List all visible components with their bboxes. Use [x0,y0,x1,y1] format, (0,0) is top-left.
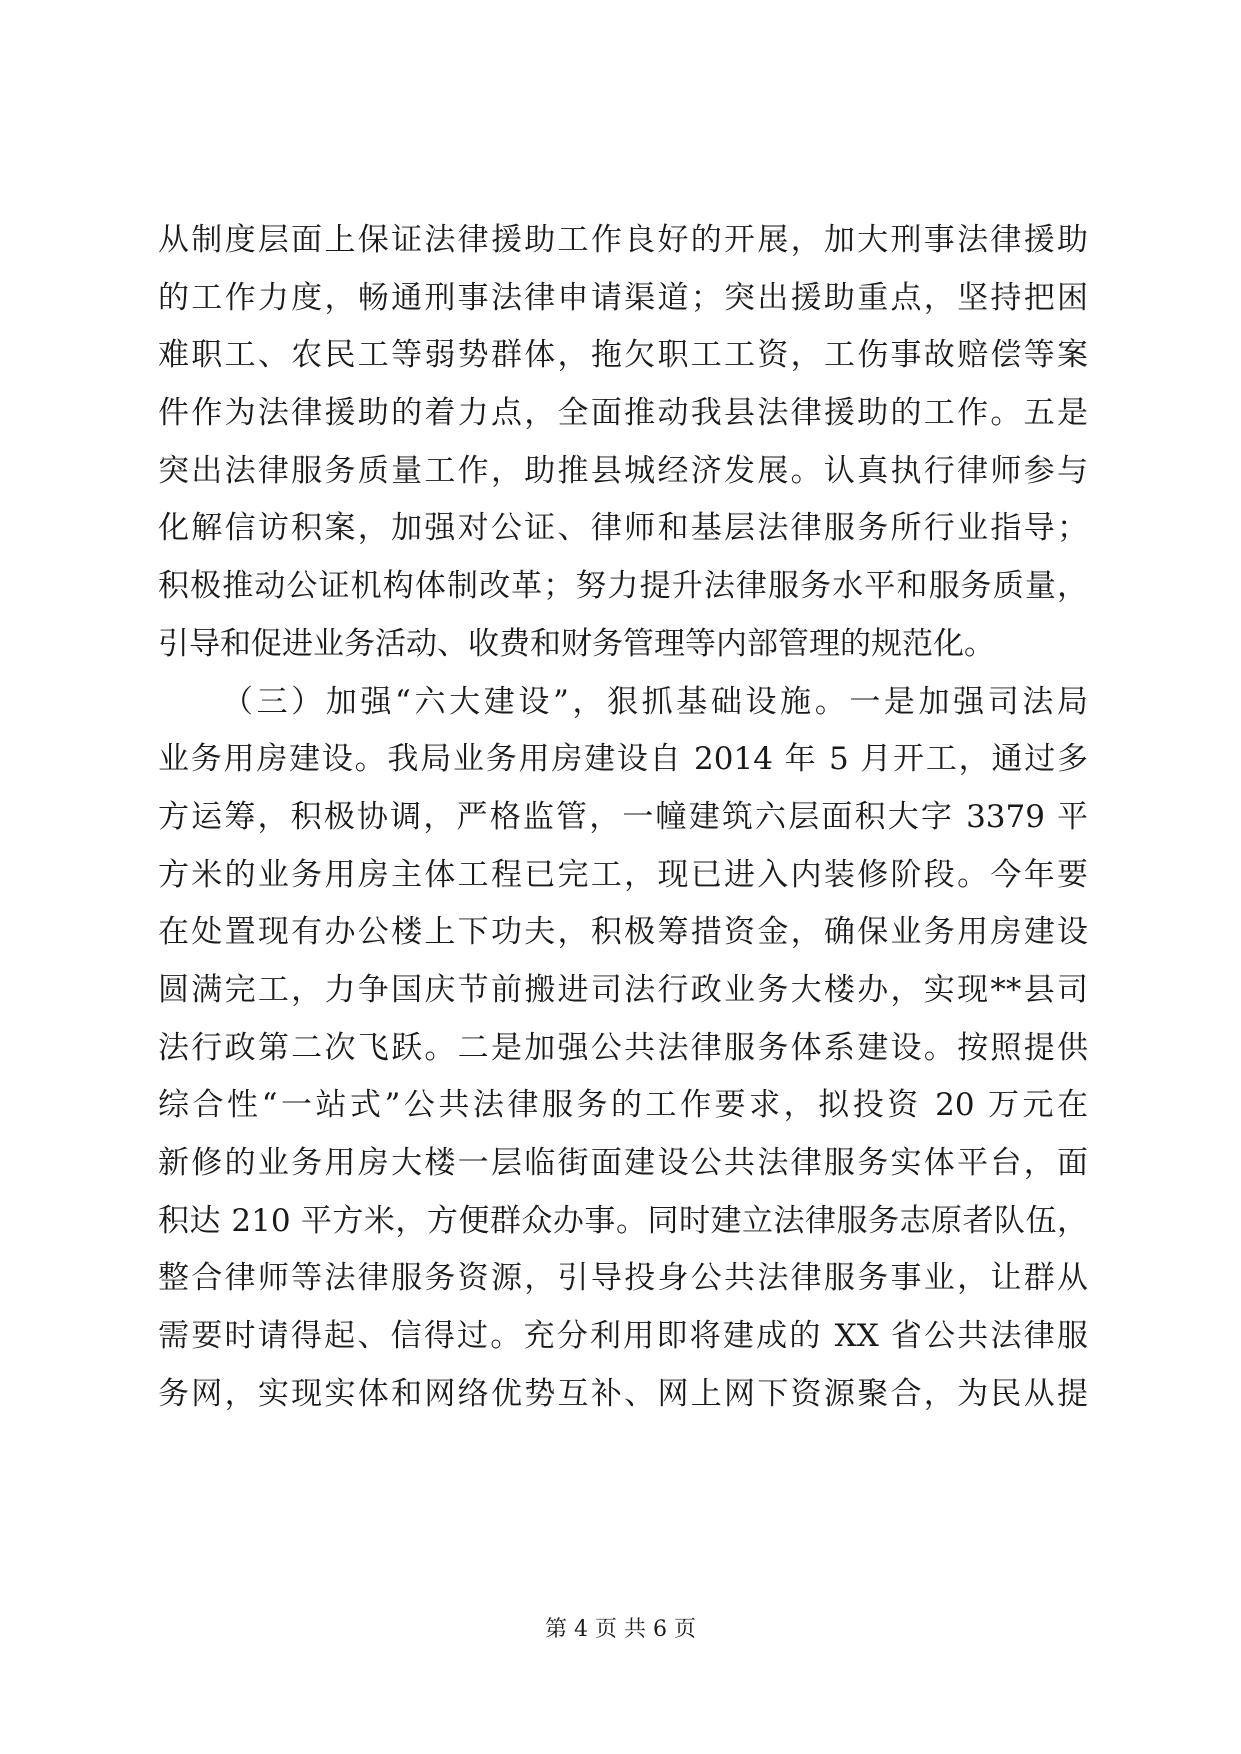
text-line: 化解信访积案，加强对公证、律师和基层法律服务所行业指导； [158,510,1088,547]
text-line: 圆满完工，力争国庆节前搬进司法行政业务大楼办，实现**县司 [158,971,1088,1008]
text-line: 难职工、农民工等弱势群体，拖欠职工工资，工伤事故赔偿等案 [158,337,1088,374]
text-line: 在处置现有办公楼上下功夫，积极筹措资金，确保业务用房建设 [158,914,1088,951]
text-line: 法行政第二次飞跃。二是加强公共法律服务体系建设。按照提供 [158,1029,1088,1066]
text-line: 需要时请得起、信得过。充分利用即将建成的 XX 省公共法律服 [158,1318,1088,1355]
text-line: 积极推动公证机构体制改革；努力提升法律服务水平和服务质量， [158,568,1088,605]
text-line: 综合性“一站式”公共法律服务的工作要求，拟投资 20 万元在 [158,1087,1088,1124]
text-line: 业务用房建设。我局业务用房建设自 2014 年 5 月开工，通过多 [158,741,1088,778]
text-line: 从制度层面上保证法律援助工作良好的开展，加大刑事法律援助 [158,222,1088,258]
text-line: 新修的业务用房大楼一层临街面建设公共法律服务实体平台，面 [158,1145,1088,1181]
text-line: 方运筹，积极协调，严格监管，一幢建筑六层面积大字 3379 平 [158,798,1088,835]
text-line: 引导和促进业务活动、收费和财务管理等内部管理的规范化。 [158,625,995,662]
section-heading-line: （三）加强“六大建设”，狠抓基础设施。一是加强司法局 [222,683,1088,720]
page-number-footer: 第 4 页 共 6 页 [545,1617,696,1642]
body-text [158,212,1088,1423]
text-line: 积达 210 平方米，方便群众办事。同时建立法律服务志原者队伍， [158,1202,1088,1239]
text-line: 件作为法律援助的着力点，全面推动我县法律援助的工作。五是 [158,395,1088,432]
text-line: 方米的业务用房主体工程已完工，现已进入内装修阶段。今年要 [158,856,1088,893]
text-line: 整合律师等法律服务资源，引导投身公共法律服务事业，让群从 [158,1260,1088,1297]
text-line: 务网，实现实体和网络优势互补、网上网下资源聚合，为民从提 [158,1375,1088,1412]
text-line: 的工作力度，畅通刑事法律申请渠道；突出援助重点，坚持把困 [158,279,1088,316]
text-line: 突出法律服务质量工作，助推县城经济发展。认真执行律师参与 [158,452,1088,489]
